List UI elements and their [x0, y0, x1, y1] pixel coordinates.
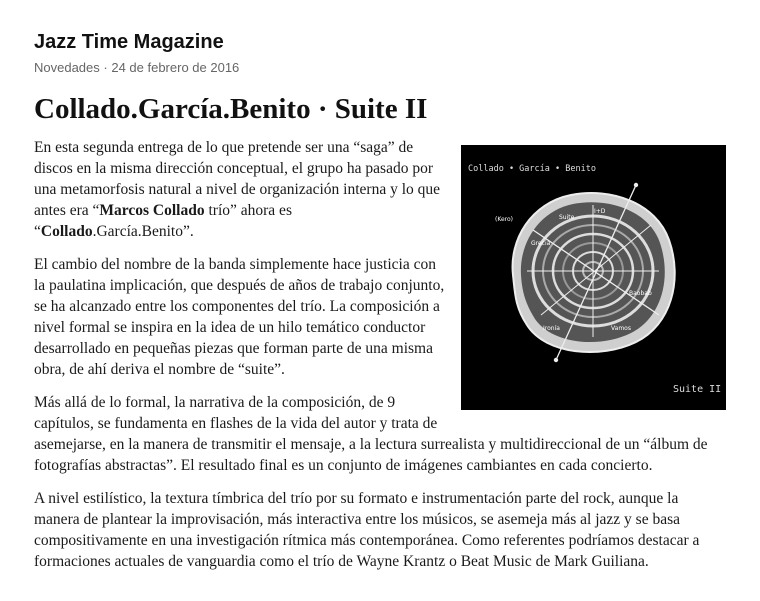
cover-band-text: Collado • García • Benito	[468, 164, 596, 174]
cover-label-ironia: Ironía	[543, 325, 560, 332]
album-cover-art	[461, 145, 726, 410]
post-meta	[34, 59, 726, 77]
cover-album-text: Suite II	[673, 384, 722, 395]
p1-text-e: .García.Benito”.	[92, 223, 194, 240]
paragraph-3: Más allá de lo formal, la narrativa de la composición, de 9 capítulos, se fundamenta en flashes de la vida del autor y trata de asemejarse, en la manera de transmitir el mensaje, a la lectura surrealista y multidireccional de un “álbum de fotografías abstractas”. El resultado final es un conjunto de imágenes cambiantes en cada concierto.	[34, 394, 708, 474]
cover-label-suite: Suite	[559, 214, 575, 221]
cover-label-vamos: Vamos	[611, 325, 631, 332]
album-cover-image	[461, 145, 726, 410]
cover-label-kero: (Kero)	[495, 216, 514, 223]
post-title: Collado.García.Benito · Suite II	[34, 93, 428, 125]
site-title[interactable]: Jazz Time Magazine	[34, 31, 224, 53]
post-content	[34, 137, 726, 572]
paragraph-4: A nivel estilístico, la textura tímbrica del trío por su formato e instrumentación parte del rock, aunque la manera de plantear la improvisación, más interactiva entre los músicos, se asemeja más al jazz y se basa compositivamente en una investigación rítmica más contemporánea. Como referentes podríamos destacar a formaciones actuales de vanguardia como el trío de Wayne Krantz o Beat Music de Mark Guiliana.	[34, 490, 700, 570]
post-date: 24 de febrero de 2016	[111, 60, 240, 75]
meta-separator: ·	[99, 60, 112, 75]
page	[34, 28, 726, 584]
p1-text-c: trío” ahora es “	[34, 202, 292, 240]
cover-label-id: I+D	[594, 208, 606, 215]
cover-label-baobab: Baobab	[629, 290, 652, 297]
p1-bold-collado: Collado	[40, 223, 93, 240]
category-link[interactable]: Novedades	[34, 60, 100, 75]
p1-text-a: En esta segunda entrega de lo que pretende ser una “saga” de discos en la misma dirección conceptual, el grupo ha pasado por una metamorfosis natural a nivel de organización interna y lo que antes era “	[34, 139, 441, 219]
p1-bold-name: Marcos Collado	[99, 202, 205, 219]
paragraph-2: El cambio del nombre de la banda simplemente hace justicia con la paulatina implicación, que después de años de trabajo conjunto, se ha alcanzado entre los componentes del trío. La composición a nivel formal se inspira en la idea de un hilo temático conductor desarrollado en pequeñas piezas que forman parte de una misma obra, de ahí deriva el nombre de “suite”.	[34, 256, 445, 378]
cover-label-grecia: Grecia	[531, 240, 551, 247]
